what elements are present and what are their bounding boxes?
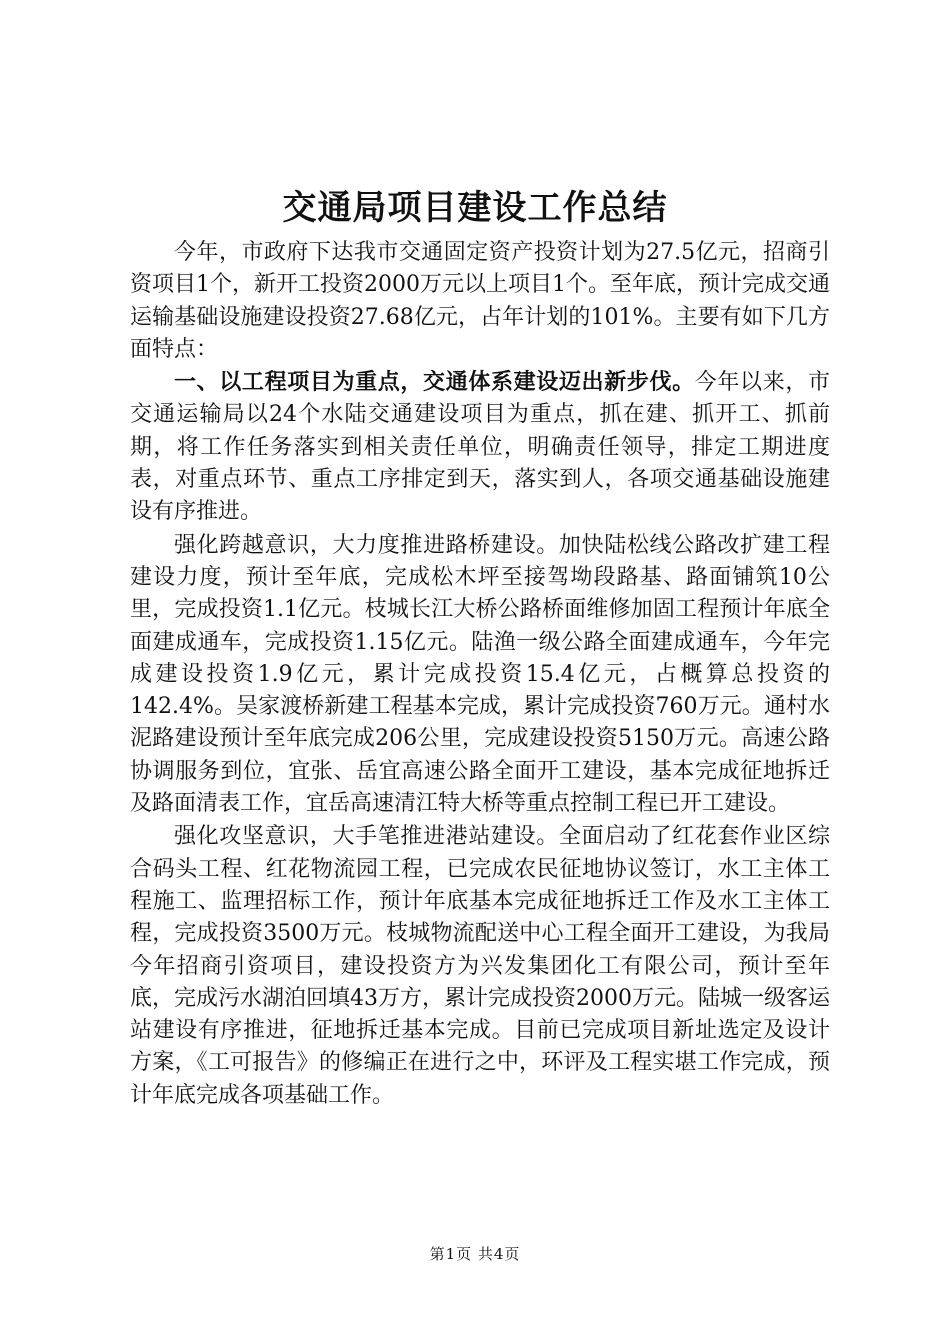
paragraph-intro	[130, 236, 830, 366]
paragraph-section-one	[130, 366, 830, 528]
paragraph-text: 强化跨越意识，大力度推进路桥建设。加快陆松线公路改扩建工程建设力度，预计至年底，完成松木坪至接驾坳段路基、路面铺筑10公里，完成投资1.1亿元。枝城长江大桥公路桥面维修加固工程预计年底全面建成通车，完成投资1.15亿元。陆渔一级公路全面建成通车，今年完成建设投资1.9亿元，累计完成投资15.4亿元，占概算总投资的142.4%。吴家渡桥新建工程基本完成，累计完成投资760万元。通村水泥路建设预计至年底完成206公里，完成建设投资5150万元。高速公路协调服务到位，宜张、岳宜高速公路全面开工建设，基本完成征地拆迁及路面清表工作，宜岳高速清江特大桥等重点控制工程已开工建设。	[130, 532, 830, 817]
section-heading: 一、以工程项目为重点，交通体系建设迈出新步伐。	[174, 369, 695, 396]
paragraph-text: 今年以来，市交通运输局以24个水陆交通建设项目为重点，抓在建、抓开工、抓前期，将工作任务落实到相关责任单位，明确责任领导，排定工期进度表，对重点环节、重点工序排定到天，落实到人，各项交通基础设施建设有序推进。	[130, 370, 830, 525]
paragraph-port-station	[130, 820, 830, 1112]
paragraph-road-bridge	[130, 529, 830, 821]
paragraph-text: 强化攻坚意识，大手笔推进港站建设。全面启动了红花套作业区综合码头工程、红花物流园工程，已完成农民征地协议签订，水工主体工程施工、监理招标工作，预计年底基本完成征地拆迁工作及水工主体工程，完成投资3500万元。枝城物流配送中心工程全面开工建设，为我局今年招商引资项目，建设投资方为兴发集团化工有限公司，预计至年底，完成污水湖泊回填43万方，累计完成投资2000万元。陆城一级客运站建设有序推进，征地拆迁基本完成。目前已完成项目新址选定及设计方案，《工可报告》的修编正在进行之中，环评及工程实堪工作完成，预计年底完成各项基础工作。	[130, 824, 830, 1108]
page-footer: 第1页 共4页	[429, 1245, 521, 1263]
paragraph-text: 今年，市政府下达我市交通固定资产投资计划为27.5亿元，招商引资项目1个，新开工投资2000万元以上项目1个。至年底，预计完成交通运输基础设施建设投资27.68亿元，占年计划的101%。主要有如下几方面特点：	[130, 240, 830, 362]
document-title: 交通局项目建设工作总结	[282, 188, 668, 228]
document-body	[130, 236, 830, 1112]
